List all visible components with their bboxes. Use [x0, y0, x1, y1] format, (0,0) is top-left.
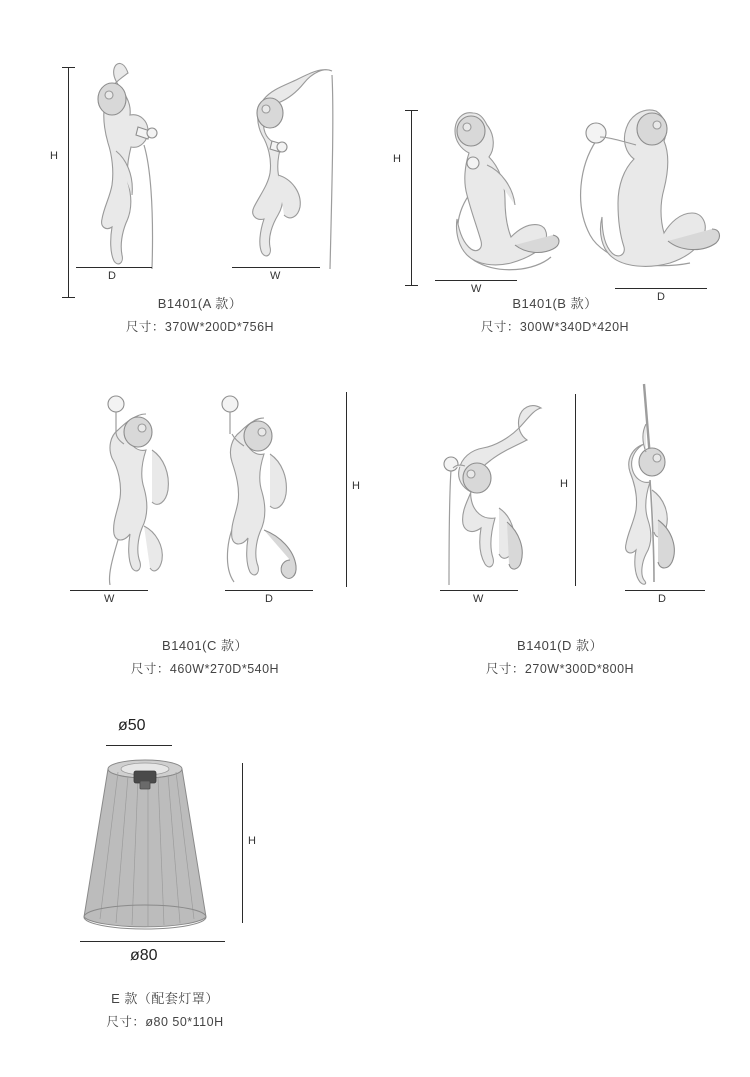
depth-rule-d	[625, 590, 705, 591]
product-image-d-side	[600, 380, 730, 585]
product-name-e: E 款（配套灯罩）	[111, 991, 219, 1006]
product-image-c-front	[70, 390, 200, 585]
depth-label-d: D	[658, 593, 666, 605]
height-rule-c	[346, 392, 347, 587]
depth-label-a: D	[108, 270, 116, 282]
product-block-c	[40, 380, 370, 680]
product-image-d-front	[415, 390, 565, 585]
height-label-e: H	[248, 835, 256, 847]
depth-label-c: D	[265, 593, 273, 605]
depth-rule-a	[76, 267, 152, 268]
product-image-b-front	[425, 95, 565, 275]
height-rule-e	[242, 763, 243, 923]
width-label-b: W	[471, 283, 482, 295]
top-diameter-label-e: ø50	[118, 717, 146, 734]
product-spec-a: 尺寸：370W*200D*756H	[125, 320, 275, 334]
bottom-diameter-rule-e	[80, 941, 225, 942]
product-block-d	[395, 380, 725, 680]
product-image-e-shade	[60, 753, 240, 933]
height-tick-bottom-b	[405, 285, 418, 286]
top-diameter-rule-e	[106, 745, 172, 746]
product-name-b: B1401(B 款）	[512, 296, 598, 311]
product-block-e	[40, 705, 370, 1045]
product-image-b-side	[560, 85, 725, 275]
depth-rule-c	[225, 590, 313, 591]
width-label-d: W	[473, 593, 484, 605]
height-rule-a	[68, 67, 69, 297]
product-image-c-side	[200, 390, 340, 585]
product-name-c: B1401(C 款）	[162, 638, 248, 653]
height-label-a: H	[50, 150, 58, 162]
height-label-b: H	[393, 153, 401, 165]
product-block-a	[40, 55, 360, 345]
width-rule-d	[440, 590, 518, 591]
width-rule-c	[70, 590, 148, 591]
depth-label-b: D	[657, 291, 665, 303]
product-spec-d: 尺寸：270W*300D*800H	[485, 662, 635, 676]
product-spec-c: 尺寸：460W*270D*540H	[130, 662, 280, 676]
width-label-a: W	[270, 270, 281, 282]
depth-rule-b	[615, 288, 707, 289]
product-image-a-front	[76, 55, 191, 270]
product-spec-e: 尺寸：ø80 50*110H	[106, 1015, 224, 1029]
width-rule-a	[232, 267, 320, 268]
product-block-b	[385, 55, 725, 345]
height-tick-top-b	[405, 110, 418, 111]
product-spec-b: 尺寸：300W*340D*420H	[480, 320, 630, 334]
width-label-c: W	[104, 593, 115, 605]
height-rule-d	[575, 394, 576, 586]
height-rule-b	[411, 110, 412, 285]
height-tick-top-a	[62, 67, 75, 68]
height-label-c: H	[352, 480, 360, 492]
product-name-d: B1401(D 款）	[517, 638, 603, 653]
product-image-a-side	[220, 55, 350, 270]
bottom-diameter-label-e: ø80	[130, 947, 158, 964]
width-rule-b	[435, 280, 517, 281]
height-label-d: H	[560, 478, 568, 490]
product-name-a: B1401(A 款）	[157, 296, 243, 311]
